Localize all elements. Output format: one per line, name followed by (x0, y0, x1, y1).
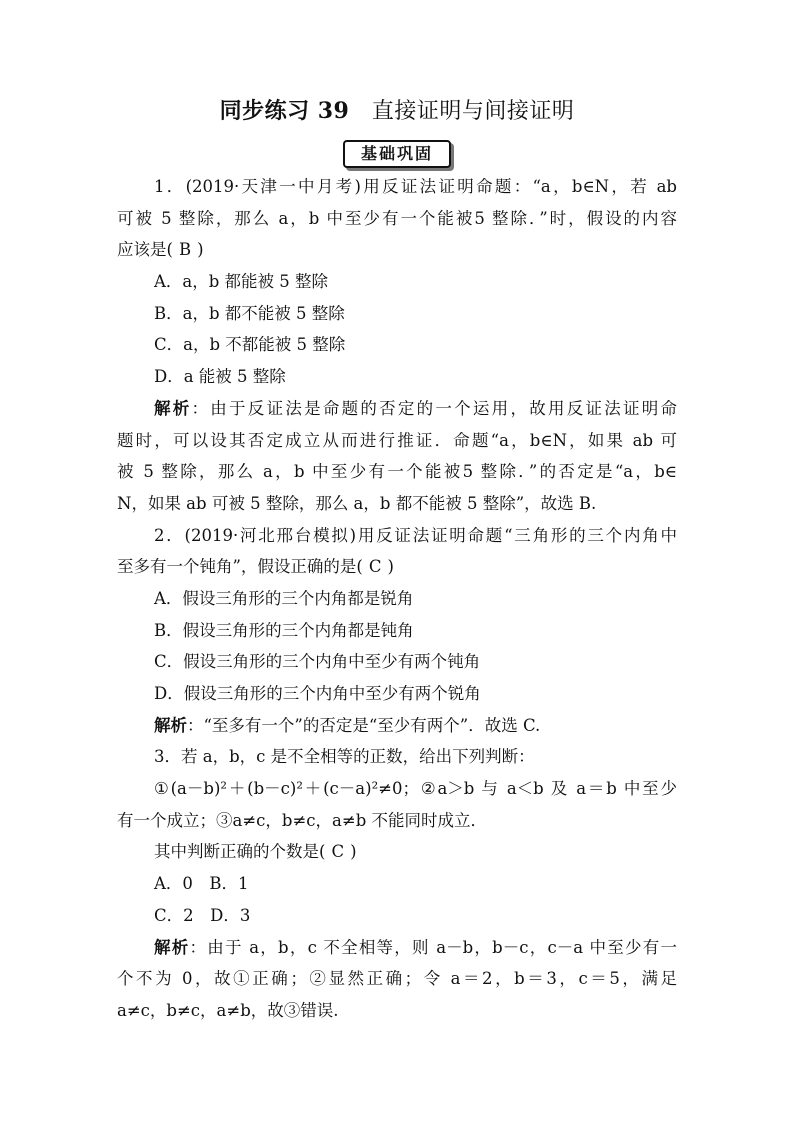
q3-solution-line-1 (117, 932, 677, 964)
q1-solution-text-1: ：由于反证法是命题的否定的一个运用，故用反证法证明命 (191, 398, 678, 418)
q1-line-1: 1．(2019·天津一中月考)用反证法证明命题：“a，b∈N，若 ab (154, 177, 677, 196)
question-list (117, 171, 677, 1027)
q1-solution-line-2: 题时，可以设其否定成立从而进行推证．命题“a，b∈N，如果 ab 可 (117, 430, 677, 450)
q3-solution-line-2: 个不为 0，故①正确；②显然正确；令 a＝2，b＝3，c＝5，满足 (117, 969, 677, 989)
q2-answer: C (368, 557, 382, 577)
q1-solution-line-3: 被 5 整除，那么 a，b 中至少有一个能被5 整除．”的否定是“a，b∈ (117, 462, 677, 482)
q3-line-3: 有一个成立；③a≠c，b≠c，a≠b 不能同时成立． (117, 810, 488, 830)
q2-stem-close: ) (387, 557, 394, 577)
q3-stem-close: ) (350, 842, 357, 862)
q1-option-b: B．a，b 都不能被 5 整除 (154, 303, 345, 323)
q1-stem-end: 应该是( (117, 240, 173, 260)
q2-line-2 (117, 551, 677, 583)
q2-option-a: A．假设三角形的三个内角都是锐角 (154, 588, 414, 608)
q2-solution-label: 解析 (154, 715, 187, 735)
q1-solution-label: 解析 (154, 398, 192, 418)
q3-solution-text-1: ：由于 a，b，c 不全相等，则 a－b，b－c，c－a 中至少有一 (189, 937, 678, 957)
q3-options-cd: C．2 D．3 (154, 905, 251, 925)
q2-option-d: D．假设三角形的三个内角中至少有两个锐角 (154, 684, 481, 703)
q1-solution-line-1 (117, 393, 677, 425)
page-title (0, 96, 794, 127)
q3-stem-end: 其中判断正确的个数是( (154, 842, 326, 862)
q2-option-c: C．假设三角形的三个内角中至少有两个钝角 (154, 652, 481, 672)
q3-line-1: 3．若 a，b，c 是不全相等的正数，给出下列判断： (154, 747, 535, 767)
title-number: 同步练习 39 (219, 98, 350, 124)
q3-answer: C (331, 842, 345, 862)
q1-line-2: 可被 5 整除，那么 a，b 中至少有一个能被5 整除．”时，假设的内容 (117, 208, 677, 228)
q3-options-ab: A．0 B．1 (154, 874, 249, 894)
q3-solution-line-3: a≠c，b≠c，a≠b，故③错误. (117, 1000, 339, 1020)
q3-line-2: ①(a－b)²＋(b－c)²＋(c－a)²≠0；②a＞b 与 a＜b 及 a＝b 中至少 (154, 779, 677, 799)
q2-option-b: B．假设三角形的三个内角都是钝角 (154, 620, 414, 640)
section-badge-wrap (0, 140, 794, 168)
q1-option-d: D．a 能被 5 整除 (154, 367, 286, 387)
q1-line-3 (117, 234, 677, 266)
q2-solution-line-1 (117, 710, 677, 742)
q2-solution-text-1: ：“至多有一个”的否定是“至少有两个”．故选 C. (187, 715, 541, 735)
q1-option-c: C．a，b 不都能被 5 整除 (154, 335, 346, 355)
q1-solution-line-4: N，如果 ab 可被 5 整除，那么 a，b 都不能被 5 整除”，故选 B. (117, 493, 597, 513)
title-text: 直接证明与间接证明 (371, 99, 575, 124)
q3-line-4 (117, 836, 677, 868)
q1-stem-close: ) (197, 240, 204, 260)
section-badge: 基础巩固 (343, 140, 451, 168)
q3-solution-label: 解析 (154, 937, 190, 957)
q2-stem-end: 至多有一个钝角”，假设正确的是( (117, 557, 363, 577)
q1-answer: B (178, 240, 192, 260)
q1-option-a: A．a，b 都能被 5 整除 (154, 272, 329, 292)
q2-line-1: 2．(2019·河北邢台模拟)用反证法证明命题“三角形的三个内角中 (154, 525, 677, 545)
